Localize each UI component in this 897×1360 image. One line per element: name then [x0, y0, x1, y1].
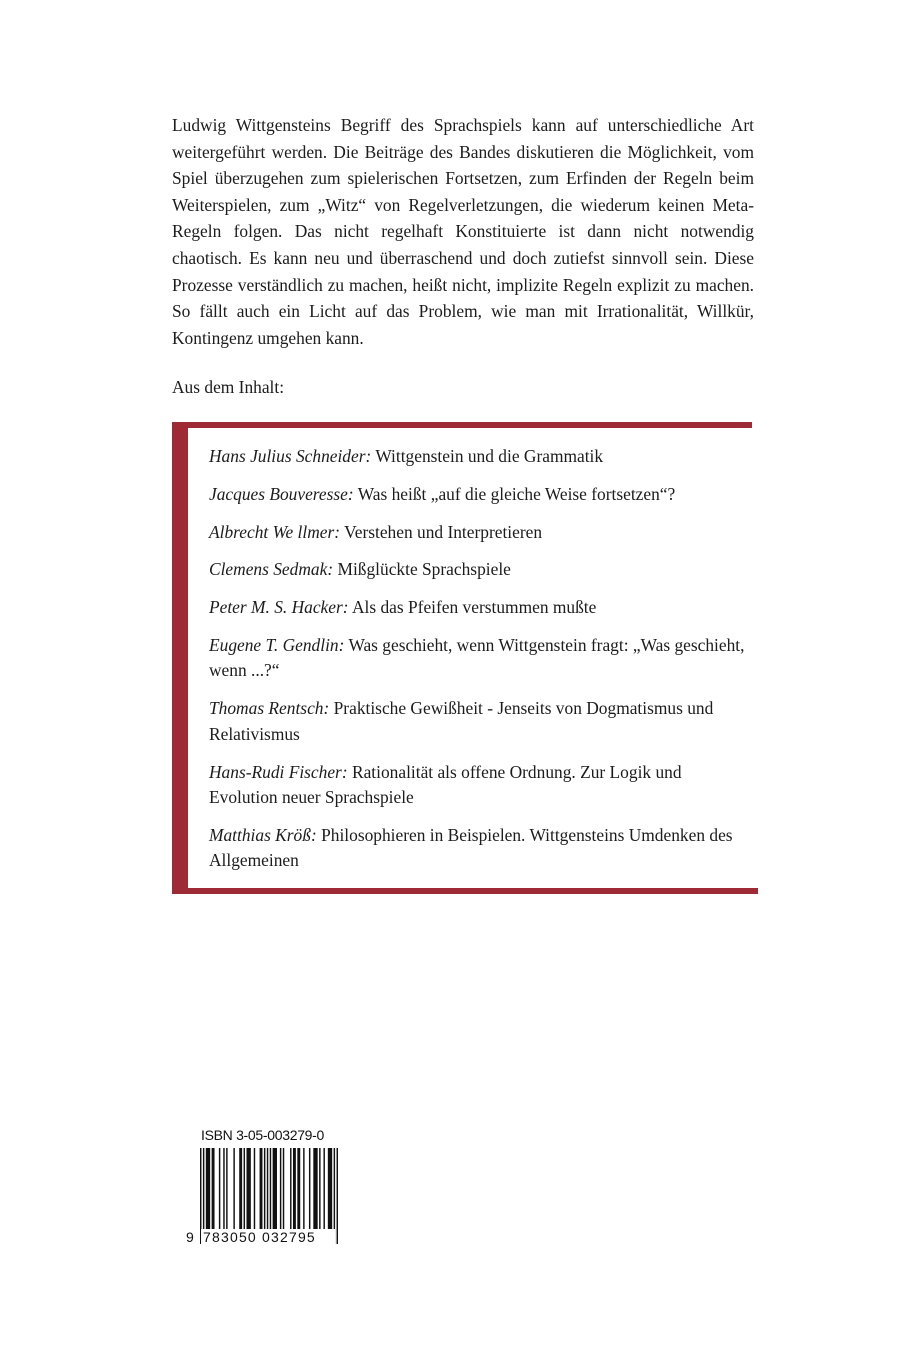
- contents-entry: [209, 557, 754, 583]
- contents-entry: [209, 823, 754, 874]
- blurb-text: Ludwig Wittgensteins Begriff des Sprachspiels kann auf unterschiedliche Art weitergeführt werden. Die Beiträge des Bandes diskutieren die Möglichkeit, vom Spiel überzugehen zum spielerischen Fortsetzen, zum Erfinden der Regeln beim Weiterspielen, zum „Witz“ von Regelverletzungen, die wiederum keinen Meta-Regeln folgen. Das nicht regelhaft Konstituierte ist dann nicht notwendig chaotisch. Es kann neu und überraschend und doch zutiefst sinnvoll sein. Diese Prozesse verständlich zu machen, heißt nicht, implizite Regeln explizit zu machen. So fällt auch ein Licht auf das Problem, wie man mit Irrationalität, Willkür, Kontingenz umgehen kann.: [172, 115, 754, 348]
- barcode-lead-digit: 9: [186, 1229, 194, 1245]
- barcode-bar: [226, 1148, 227, 1230]
- barcode-bar: [297, 1148, 300, 1230]
- entry-title: Verstehen und Interpretieren: [344, 521, 543, 542]
- contents-entry: [209, 444, 754, 470]
- contents-heading: Aus dem Inhalt:: [172, 377, 285, 397]
- contents-box: [172, 422, 758, 894]
- barcode-bar: [223, 1148, 224, 1230]
- barcode-bar: [313, 1148, 317, 1230]
- entry-title: Philosophieren in Beispielen. Wittgensteins Umdenken des Allgemeinen: [209, 824, 733, 871]
- barcode-bar: [260, 1148, 263, 1230]
- contents-entry: [209, 696, 754, 747]
- entry-title: Praktische Gewißheit - Jenseits von Dogmatismus und Relativismus: [209, 698, 714, 744]
- barcode-bar: [283, 1148, 284, 1230]
- barcode-bar: [206, 1148, 210, 1230]
- contents-entry: [209, 595, 754, 621]
- frame-top-bar: [172, 422, 752, 428]
- entry-author: Hans Julius Schneider:: [209, 446, 372, 466]
- entry-author: Eugene T. Gendlin:: [209, 634, 345, 655]
- barcode-bar: [323, 1148, 324, 1230]
- barcode-bar: [319, 1148, 320, 1230]
- frame-bottom-bar: [172, 888, 758, 894]
- entry-title: Rationalität als offene Ordnung. Zur Logik und Evolution neuer Sprachspiele: [209, 761, 682, 808]
- entry-title: Mißglückte Sprachspiele: [337, 559, 511, 580]
- barcode-bar: [303, 1148, 304, 1230]
- barcode-bar: [239, 1148, 242, 1230]
- barcode-bar: [290, 1148, 291, 1230]
- barcode-bar: [280, 1148, 281, 1230]
- entry-author: Matthias Kröß:: [209, 824, 317, 845]
- entry-author: Hans-Rudi Fischer:: [209, 761, 348, 782]
- barcode-bar: [309, 1148, 310, 1230]
- barcode-bar: [273, 1148, 277, 1230]
- entry-author: Clemens Sedmak:: [209, 559, 334, 580]
- contents-entry: [209, 633, 754, 684]
- barcode-bar: [233, 1148, 234, 1230]
- barcode-bar: [219, 1148, 220, 1230]
- entry-title: Als das Pfeifen verstummen mußte: [351, 597, 597, 618]
- entry-author: Albrecht We llmer:: [209, 521, 341, 542]
- entry-title: Was geschieht, wenn Wittgenstein fragt: „Was geschieht, wenn ...?“: [209, 634, 745, 681]
- contents-list: [209, 444, 754, 886]
- contents-entry: [209, 760, 754, 811]
- frame-left-bar: [172, 422, 188, 894]
- barcode-bar: [212, 1148, 215, 1230]
- isbn-label: ISBN 3-05-003279-0: [201, 1127, 325, 1143]
- barcode-guard-bar: [337, 1148, 338, 1244]
- barcode-bar: [246, 1148, 250, 1230]
- barcode-bar: [264, 1148, 265, 1230]
- entry-title: Wittgenstein und die Grammatik: [375, 446, 604, 466]
- barcode-bar: [328, 1148, 332, 1230]
- barcode-digits: 783050 032795: [201, 1229, 335, 1245]
- barcode-bar: [254, 1148, 255, 1230]
- entry-title: Was heißt „auf die gleiche Weise fortsetzen“?: [357, 483, 676, 504]
- entry-author: Peter M. S. Hacker:: [209, 597, 349, 618]
- contents-entry: [209, 520, 754, 546]
- entry-author: Jacques Bouveresse:: [209, 483, 354, 504]
- contents-entry: [209, 482, 754, 508]
- barcode-bar: [244, 1148, 245, 1230]
- entry-author: Thomas Rentsch:: [209, 698, 330, 719]
- barcode-bar: [293, 1148, 296, 1230]
